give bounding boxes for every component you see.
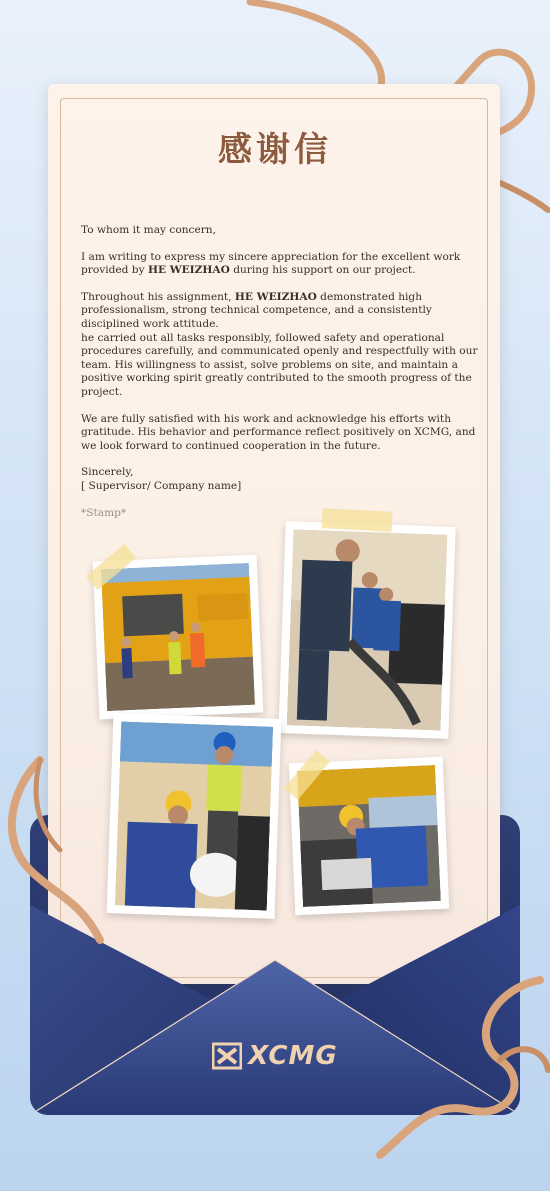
xcmg-logo-icon xyxy=(212,1041,242,1071)
photo-workers-handling-hose xyxy=(278,521,455,739)
paragraph-1: I am writing to express my sincere appreciation for the excellent work provided by HE WEIZHAO during his support on our project. xyxy=(81,250,461,277)
brand-logo xyxy=(0,1036,550,1076)
photo-workers-at-drilling-rig xyxy=(93,554,264,719)
paragraph-3: he carried out all tasks responsibly, followed safety and operational procedures carefully, and communicated openly and respectfully with our team. His willingness to assist, solve problems on site, and maintain a positive working spirit greatly contributed to the smooth progress of the project. xyxy=(81,331,478,398)
stamp: *Stamp* xyxy=(81,506,127,519)
photo-image xyxy=(297,765,441,907)
paragraph-2: Throughout his assignment, HE WEIZHAO demonstrated high professionalism, strong technical competence, and a consistently disciplined work attitude. xyxy=(81,290,432,330)
photo-image xyxy=(115,721,273,910)
tape xyxy=(322,508,393,532)
photo-image xyxy=(101,563,255,711)
photo-image xyxy=(287,529,448,730)
photo-workers-with-helmets xyxy=(107,713,282,919)
envelope-front xyxy=(30,905,520,1115)
brand-name: XCMG xyxy=(248,1041,338,1071)
letter-body xyxy=(81,224,481,533)
closing: Sincerely, xyxy=(81,466,134,479)
paragraph-4: We are fully satisfied with his work and acknowledge his efforts with gratitude. His behavior and performance reflect positively on XCMG, and we look forward to continued cooperation in the future. xyxy=(81,412,476,452)
letter-title: 感谢信 xyxy=(218,130,332,170)
salutation: To whom it may concern, xyxy=(81,224,216,236)
signature: [ Supervisor/ Company name] xyxy=(81,479,242,492)
